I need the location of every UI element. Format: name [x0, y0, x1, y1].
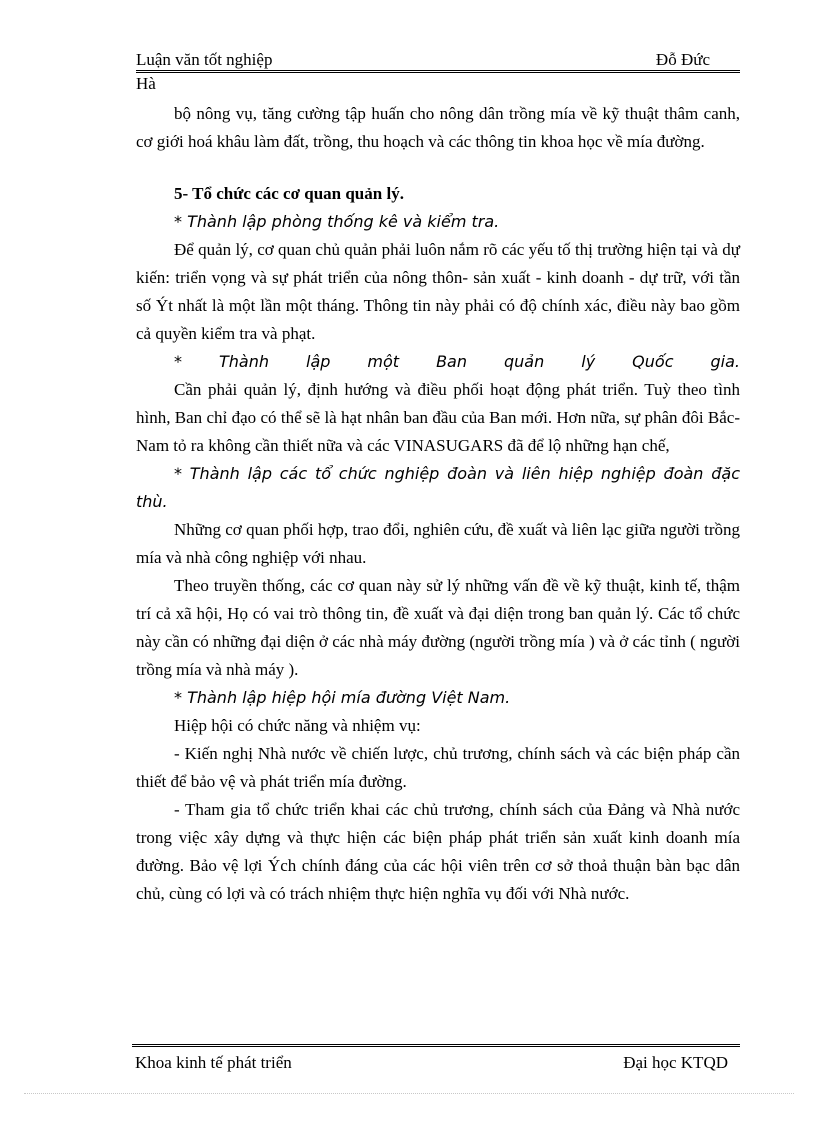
document-body — [136, 100, 740, 908]
paragraph-liaison: Những cơ quan phối hợp, trao đổi, nghiên cứu, đề xuất và liên lạc giữa người trồng mía và nhà công nghiệp với nhau. — [136, 520, 740, 567]
header-author: Đỗ Đức — [655, 50, 710, 69]
section-heading: 5- Tổ chức các cơ quan quản lý. — [174, 184, 404, 203]
page-footer — [132, 1044, 740, 1077]
list-item-recommend: - Kiến nghị Nhà nước về chiến lược, chủ trương, chính sách và các biện pháp cần thiết để bảo vệ và phát triển mía đường. — [136, 744, 740, 791]
subheading-sugar-association: * Thành lập hiệp hội mía đường Việt Nam. — [174, 688, 511, 707]
footer-university: Đại học KTQD — [623, 1053, 728, 1072]
page-header — [136, 50, 740, 73]
paragraph-coordination: Cần phải quản lý, định hướng và điều phối hoạt động phát triển. Tuỳ theo tình hình, Ban chỉ đạo có thể sẽ là hạt nhân ban đầu của Ban mới. Hơn nữa, sự phân đôi Bắc- Nam tỏ ra không cần thiết nữa và các VINASUGARS đã để lộ những hạn chế, — [136, 380, 740, 455]
list-item-participate: - Tham gia tổ chức triển khai các chủ trương, chính sách của Đảng và Nhà nước trong việc xây dựng và thực hiện các biện pháp phát triển sản xuất kinh doanh mía đường. Bảo vệ lợi Ých chính đáng của các hội viên trên cơ sở thoả thuận bàn bạc dân chủ, cùng có lợi và có trách nhiệm thực hiện nghĩa vụ đối với Nhà nước. — [136, 800, 740, 903]
subheading-statistics-office: * Thành lập phòng thống kê và kiểm tra. — [174, 212, 500, 231]
paragraph-association-duties: Hiệp hội có chức năng và nhiệm vụ: — [174, 716, 421, 735]
paragraph-tradition: Theo truyền thống, các cơ quan này sử lý những vấn đề về kỹ thuật, kinh tế, thậm trí cả xã hội, Họ có vai trò thông tin, đề xuất và đại diện trong ban quản lý. Các tổ chức này cần có những đại diện ở các nhà máy đường (người trồng mía ) và ở các tỉnh ( người trồng mía và nhà máy ). — [136, 576, 740, 679]
header-author-wrap: Hà — [136, 74, 156, 93]
subheading-trade-unions: * Thành lập các tổ chức nghiệp đoàn và liên hiệp nghiệp đoàn đặc thù. — [136, 464, 740, 511]
paragraph-continuation: bộ nông vụ, tăng cường tập huấn cho nông dân trồng mía về kỹ thuật thâm canh, cơ giới hoá khâu làm đất, trồng, thu hoạch và các thông tin khoa học về mía đường. — [136, 104, 740, 151]
footer-faculty: Khoa kinh tế phát triển — [135, 1053, 292, 1072]
paragraph-management: Để quản lý, cơ quan chủ quản phải luôn nắm rõ các yếu tố thị trường hiện tại và dự kiến: triển vọng và sự phát triển của nông thôn- sản xuất - kinh doanh - dự trữ, với tần số Ýt nhất là một lần một tháng. Thông tin này phải có độ chính xác, điều này bao gồm cả quyền kiểm tra và phạt. — [136, 240, 740, 343]
page-bottom-divider — [24, 1093, 794, 1094]
header-thesis-title: Luận văn tốt nghiệp — [136, 50, 273, 69]
subheading-national-board: * Thành lập một Ban quản lý Quốc gia. — [174, 352, 740, 371]
